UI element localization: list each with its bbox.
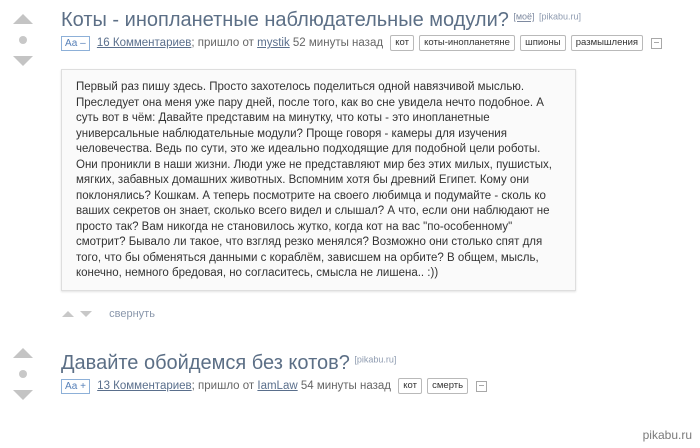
upvote-icon[interactable] xyxy=(13,14,33,24)
post2-time: 54 минуты назад xyxy=(300,380,392,393)
post2-vote xyxy=(11,348,35,400)
rating-dot-icon xyxy=(19,36,27,44)
post2-source: [pikabu.ru] xyxy=(354,354,397,365)
post1-vote xyxy=(11,14,35,66)
came-from-text: ; пришло от xyxy=(191,37,254,50)
post1-title-row xyxy=(61,9,581,32)
rating-dot-icon xyxy=(19,370,27,378)
post1-comments-link[interactable]: 16 Комментариев xyxy=(96,37,192,50)
post1-title[interactable]: Коты - инопланетные наблюдательные модули? xyxy=(61,9,509,31)
downvote-icon[interactable] xyxy=(13,390,33,400)
save-icon[interactable] xyxy=(476,381,487,392)
tag-cat[interactable]: кот xyxy=(390,35,414,51)
post2-title-row xyxy=(61,352,396,375)
post2-author-link[interactable]: IamLaw xyxy=(257,380,298,393)
post2-title[interactable]: Давайте обойдемся без котов? xyxy=(61,352,350,374)
post1-time: 52 минуты назад xyxy=(292,37,384,50)
post1-meta xyxy=(61,35,662,51)
came-from-text: ; пришло от xyxy=(191,380,255,393)
post1-footer xyxy=(62,308,155,320)
tag-cat[interactable]: кот xyxy=(398,378,422,394)
tag-spies[interactable]: шпионы xyxy=(520,35,565,51)
comment-upvote-icon[interactable] xyxy=(62,311,74,317)
post1-body xyxy=(61,69,576,291)
post1-author-link[interactable]: mystik xyxy=(257,37,290,50)
comment-downvote-icon[interactable] xyxy=(80,311,92,317)
upvote-icon[interactable] xyxy=(13,348,33,358)
post1-body-text: Первый раз пишу здесь. Просто захотелось поделиться одной навязчивой мыслью. Преследует она меня уже пару дней, после того, как во сне увидела нечто подобное. А суть вот в чём: Давайте представим на минутку, что коты - это инопланетные универсальные наблюдательные модули? Проще говоря - камеры для изучения человечества. Ведь по сути, это же идеально подходящие для подобной цели роботы. Они проникли в наши жизни. Люди уже не представляют мир без этих милых, пушистых, мягких, забавных домашних животных. Вспомним хотя бы древний Египет. Кому они поклонялись? Кошкам. А теперь посмотрите на своего любимца и подумайте - сколь ко ваших секретов он знает, сколько всего видел и слышал? А что, если они наблюдают не просто так? Вам никогда не становилось жутко, когда кот на вас "по-особенному" смотрит? Бывало ли такое, что взгляд резко менялся? Возможно они столько спят для того, что бы обменяться данными с кораблём, зависшем на орбите? В общем, мысль, конечно, немного бредовая, но согласитесь, смысла не лишена.. :)) xyxy=(76,81,552,279)
save-icon[interactable] xyxy=(651,38,662,49)
font-size-toggle[interactable]: Аа – xyxy=(61,36,90,51)
collapse-link[interactable]: свернуть xyxy=(109,308,155,320)
watermark: pikabu.ru xyxy=(642,428,692,442)
downvote-icon[interactable] xyxy=(13,56,33,66)
font-size-toggle[interactable]: Аа + xyxy=(61,379,90,394)
post2-meta xyxy=(61,378,487,394)
post1-source: [pikabu.ru] xyxy=(539,11,582,22)
post2-comments-link[interactable]: 13 Комментариев xyxy=(97,380,192,393)
post1-mine-label[interactable]: [моё] xyxy=(513,11,535,22)
tag-death[interactable]: смерть xyxy=(427,378,468,394)
tag-thoughts[interactable]: размышления xyxy=(571,35,643,51)
tag-cats-aliens[interactable]: коты-инопланетяне xyxy=(419,35,515,51)
